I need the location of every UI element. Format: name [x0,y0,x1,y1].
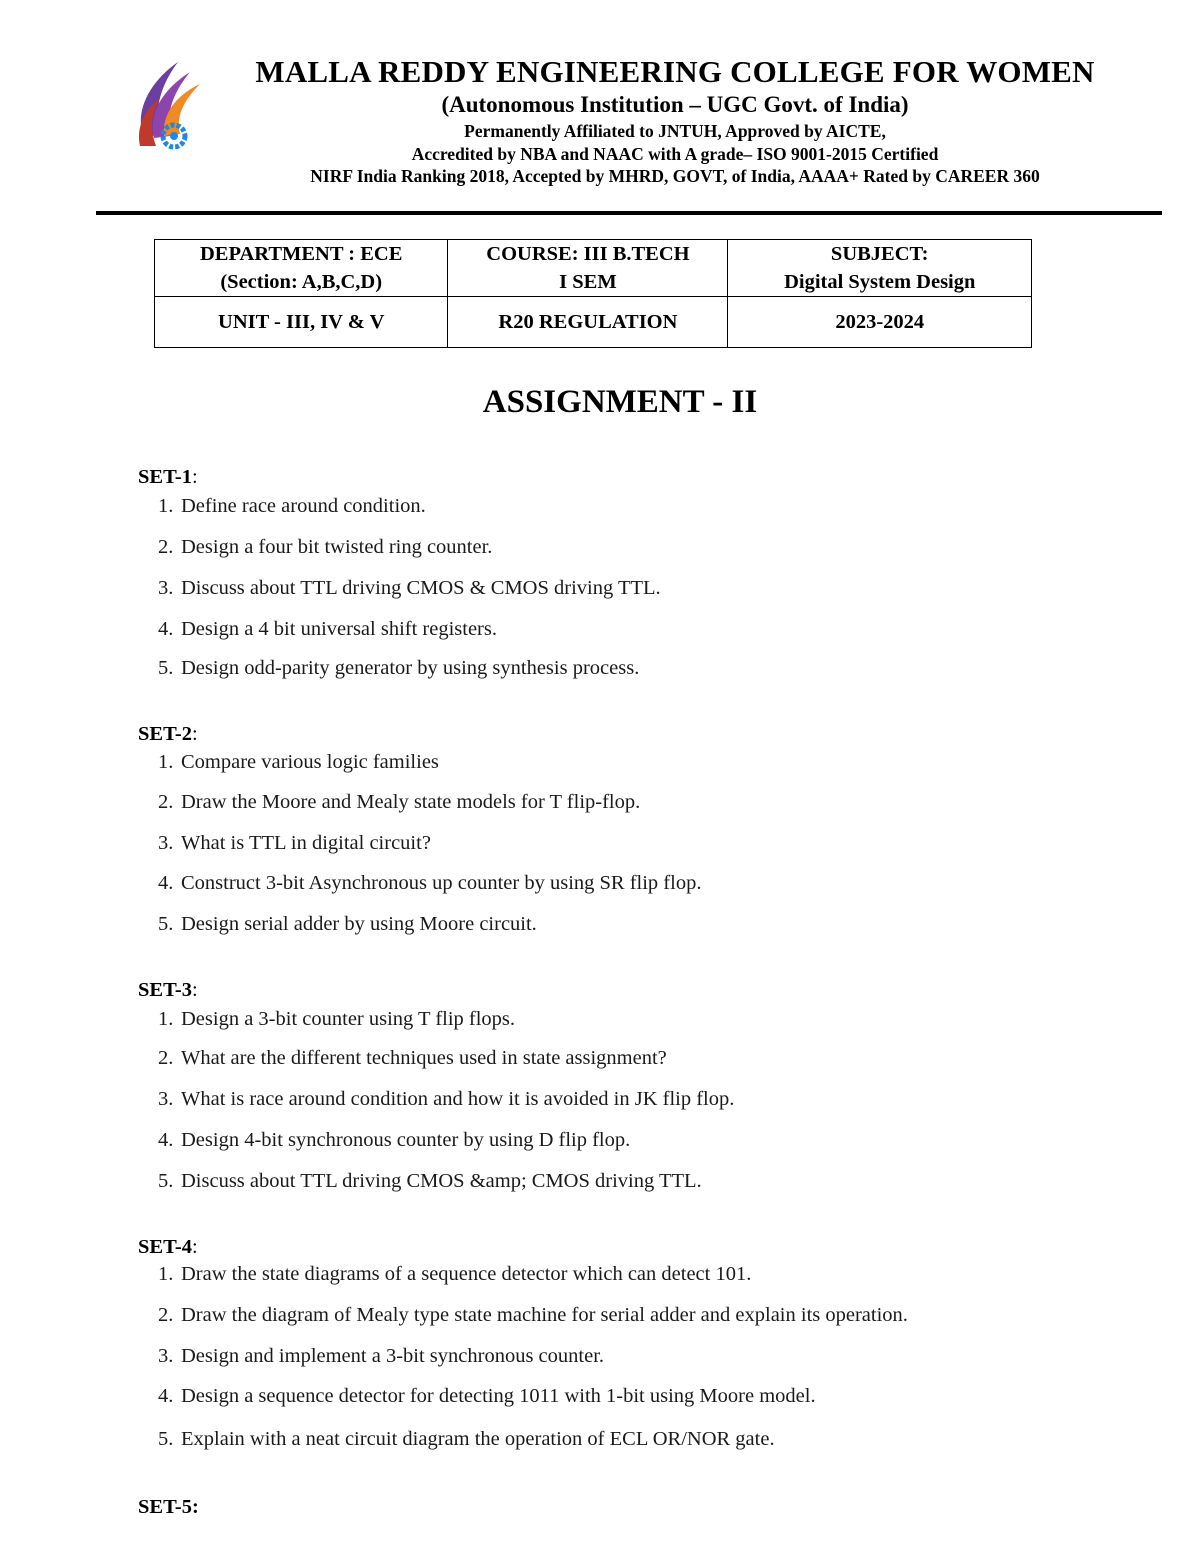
list-item: 2. Draw the diagram of Mealy type state machine for serial adder and explain its operation. [158,1304,908,1326]
affiliation-line: Permanently Affiliated to JNTUH, Approved by AICTE, [464,121,886,141]
list-item: 4. Design 4-bit synchronous counter by using D flip flop. [158,1129,631,1151]
unit-cell: UNIT - III, IV & V [155,297,448,348]
course-info-table [154,239,1032,348]
header-divider [96,211,1162,215]
set-3-heading: SET-3: [138,979,198,1001]
list-item: 4. Construct 3-bit Asynchronous up counter by using SR flip flop. [158,872,702,894]
semester-text: I SEM [559,271,617,293]
course-cell [448,240,728,297]
list-item: 3. What is race around condition and how it is avoided in JK flip flop. [158,1088,735,1110]
set-1-heading: SET-1: [138,466,198,488]
list-item: 5. Design serial adder by using Moore circuit. [158,913,537,935]
list-item: 1. Design a 3-bit counter using T flip flops. [158,1008,516,1030]
list-item: 4. Design a 4 bit universal shift registers. [158,618,497,640]
section-text: (Section: A,B,C,D) [220,271,383,293]
list-item: 3. What is TTL in digital circuit? [158,832,431,854]
subject-text: Digital System Design [784,271,976,293]
list-item: 2. What are the different techniques used in state assignment? [158,1047,667,1069]
list-item: 1. Define race around condition. [158,495,426,517]
list-item: 3. Design and implement a 3-bit synchronous counter. [158,1345,605,1367]
list-item: 5. Discuss about TTL driving CMOS &amp; CMOS driving TTL. [158,1170,702,1192]
accreditation-line: Accredited by NBA and NAAC with A grade– ISO 9001-2015 Certified [411,144,939,164]
list-item: 1. Compare various logic families [158,751,439,773]
list-item: 3. Discuss about TTL driving CMOS & CMOS driving TTL. [158,577,661,599]
list-item: 5. Design odd-parity generator by using synthesis process. [158,657,640,679]
department-cell [155,240,448,297]
assignment-title: ASSIGNMENT - II [482,384,758,420]
college-name: MALLA REDDY ENGINEERING COLLEGE FOR WOMEN [255,54,1095,89]
set-2-heading: SET-2: [138,723,198,745]
regulation-cell: R20 REGULATION [448,297,728,348]
set-5-heading: SET-5: [138,1496,199,1518]
list-item: 5. Explain with a neat circuit diagram the operation of ECL OR/NOR gate. [158,1428,775,1450]
list-item: 1. Draw the state diagrams of a sequence detector which can detect 101. [158,1263,752,1285]
department-text: DEPARTMENT : ECE [200,243,403,265]
ranking-line: NIRF India Ranking 2018, Accepted by MHRD, GOVT, of India, AAAA+ Rated by CAREER 360 [310,166,1040,186]
list-item: 2. Design a four bit twisted ring counter. [158,536,493,558]
subject-label: SUBJECT: [830,243,929,265]
list-item: 2. Draw the Moore and Mealy state models for T flip-flop. [158,791,641,813]
subject-cell [728,240,1032,297]
list-item: 4. Design a sequence detector for detecting 1011 with 1-bit using Moore model. [158,1385,816,1407]
college-subtitle: (Autonomous Institution – UGC Govt. of India) [441,92,909,117]
set-4-heading: SET-4: [138,1236,198,1258]
course-text: COURSE: III B.TECH [486,243,690,265]
academic-year-cell: 2023-2024 [728,297,1032,348]
